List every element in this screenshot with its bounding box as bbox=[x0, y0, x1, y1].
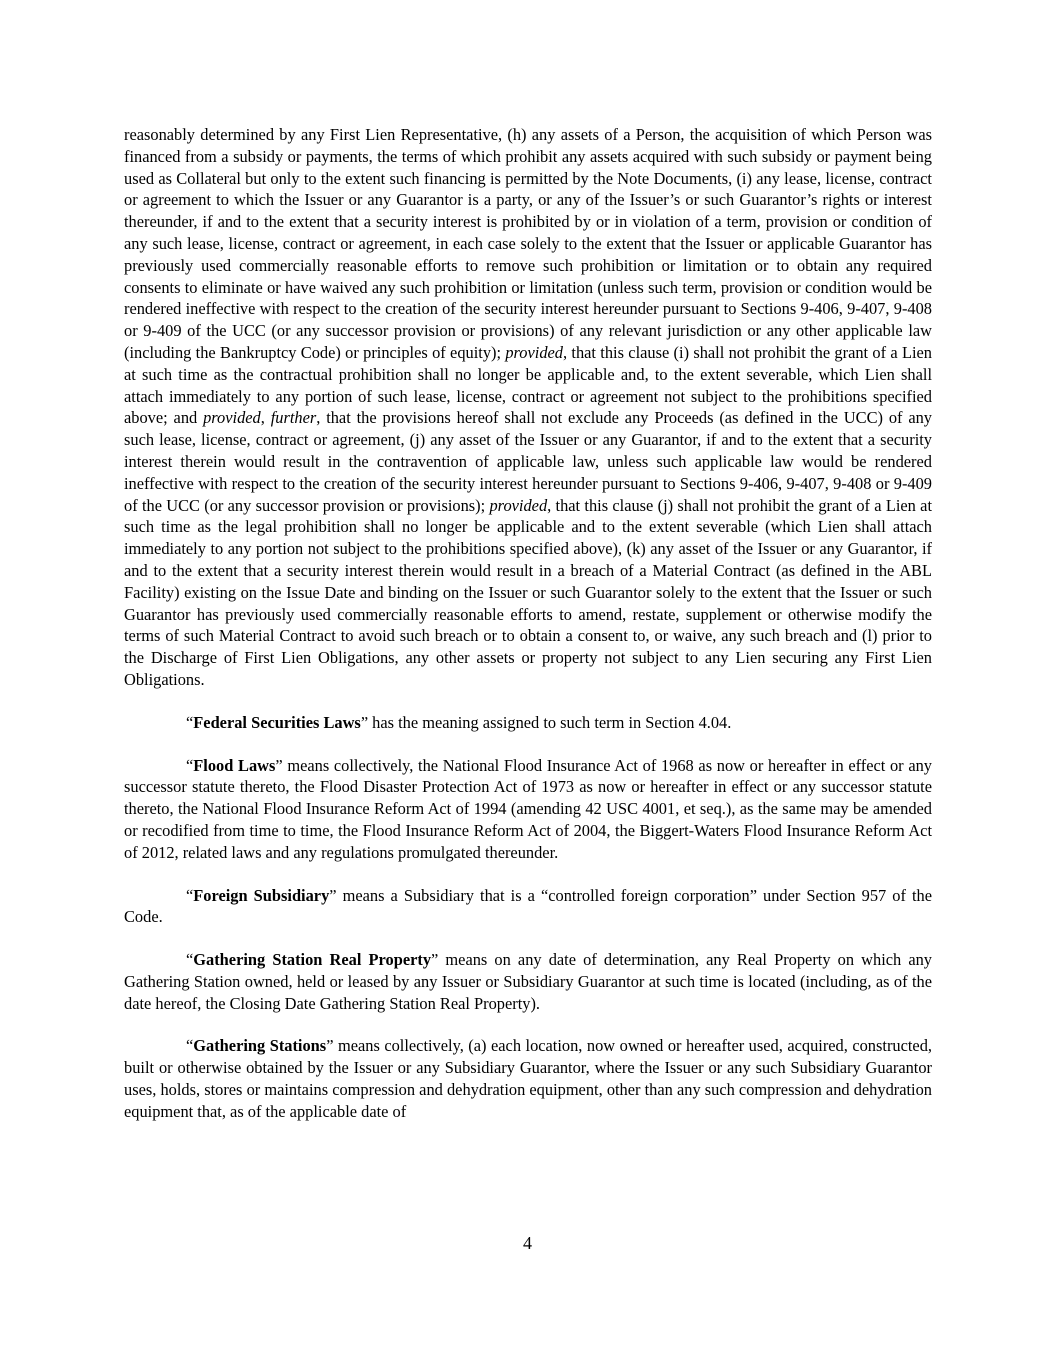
definition-gathering-stations bbox=[124, 1035, 932, 1122]
definition-text: ” means collectively, the National Flood Insurance Act of 1968 as now or hereafter in effect or any successor statute thereto, the Flood Disaster Protection Act of 1973 as now or hereafter in effect or any successor statute thereto, the National Flood Insurance Reform Act of 1994 (amending 42 USC 4001, et seq.), as the same may be amended or recodified from time to time, the Flood Insurance Reform Act of 2004, the Biggert-Waters Flood Insurance Reform Act of 2012, related laws and any regulations promulgated thereunder. bbox=[124, 755, 932, 862]
text-segment: , that this clause (i) shall not prohibit the grant of a Lien at such time as the contractual prohibition shall no longer be applicable and, to the extent severable, which Lien shall attach immediately to any portion of such lease, license, contract or agreement not subject to the prohibitions specified above; and bbox=[124, 342, 932, 428]
defined-term: Federal Securities Laws bbox=[193, 712, 361, 732]
open-quote: “ bbox=[186, 950, 194, 970]
definition-federal-securities-laws bbox=[124, 712, 932, 734]
defined-term: Foreign Subsidiary bbox=[193, 885, 330, 905]
defined-term: Flood Laws bbox=[193, 755, 276, 775]
text-segment: , that the provisions hereof shall not exclude any Proceeds (as defined in the UCC) of any such lease, license, contract or agreement, (j) any asset of the Issuer or any Guarantor, if and to the extent that a security interest therein would result in the contravention of applicable law, unless such applicable law would be rendered ineffective with respect to the creation of the security interest hereunder pursuant to Sections 9-406, 9-407, 9-408 or 9-409 of the UCC (or any successor provision or provisions); bbox=[124, 408, 932, 515]
italic-term: provided bbox=[203, 408, 261, 428]
text-segment: , that this clause (j) shall not prohibit the grant of a Lien at such time as the legal prohibition shall no longer be applicable and to the extent severable (which Lien shall attach immediately to any portion not subject to the prohibitions specified above), (k) any asset of the Issuer or any Guarantor, if and to the extent that a security interest therein would result in a breach of a Material Contract (as defined in the ABL Facility) existing on the Issue Date and binding on the Issuer or such Guarantor solely to the extent that the Issuer or such Guarantor has previously used commercially reasonable efforts to amend, restate, supplement or otherwise modify the terms of such Material Contract to avoid such breach or to obtain a consent to, or waive, any such breach and (l) prior to the Discharge of First Lien Obligations, any other assets or property not subject to any Lien securing any First Lien Obligations. bbox=[124, 495, 932, 689]
definition-text: ” means a Subsidiary that is a “controlled foreign corporation” under Section 957 of the Code. bbox=[124, 885, 932, 927]
italic-term: provided bbox=[489, 495, 548, 515]
open-quote: “ bbox=[186, 712, 194, 732]
definition-flood-laws bbox=[124, 755, 932, 864]
defined-term: Gathering Stations bbox=[193, 1036, 327, 1056]
page-body bbox=[124, 124, 932, 1144]
italic-term: further bbox=[270, 408, 317, 428]
definition-text: ” means collectively, (a) each location, now owned or hereafter used, acquired, constructed, built or otherwise obtained by the Issuer or any Subsidiary Guarantor, where the Issuer or any such Subsidiary Guarantor uses, holds, stores or maintains compression and dehydration equipment, other than any such compression and dehydration equipment that, as of the applicable date of bbox=[124, 1036, 932, 1121]
text-segment: reasonably determined by any First Lien Representative, (h) any assets of a Person, the acquisition of which Person was financed from a subsidy or payments, the terms of which prohibit any assets acquired with such subsidy or payment being used as Collateral but only to the extent such financing is permitted by the Note Documents, (i) any lease, license, contract or agreement to which the Issuer or any Guarantor is a party, or any of the Issuer’s or such Guarantor’s rights or interest thereunder, if and to the extent that a security interest is prohibited by or in violation of a term, provision or condition of any such lease, license, contract or agreement, in each case solely to the extent that the Issuer or applicable Guarantor has previously used commercially reasonable efforts to remove such prohibition or limitation or to obtain any required consents to eliminate or have waived any such prohibition or limitation (unless such term, provision or condition would be rendered ineffective with respect to the creation of the security interest hereunder pursuant to Sections 9-406, 9-407, 9-408 or 9-409 of the UCC (or any successor provision or provisions) of any relevant jurisdiction or any other applicable law (including the Bankruptcy Code) or principles of equity); bbox=[124, 125, 932, 362]
definition-gathering-station-real-property bbox=[124, 949, 932, 1014]
open-quote: “ bbox=[186, 885, 194, 905]
defined-term: Gathering Station Real Property bbox=[193, 950, 432, 970]
definition-text: ” has the meaning assigned to such term in Section 4.04. bbox=[360, 712, 732, 732]
text-segment: , bbox=[260, 408, 271, 428]
open-quote: “ bbox=[186, 755, 194, 775]
italic-term: provided bbox=[505, 342, 563, 362]
open-quote: “ bbox=[186, 1036, 194, 1056]
definition-text: ” means on any date of determination, any Real Property on which any Gathering Station owned, held or leased by any Issuer or Subsidiary Guarantor at such time is located (including, as of the date hereof, the Closing Date Gathering Station Real Property). bbox=[124, 950, 932, 1013]
paragraph-continuation bbox=[124, 124, 932, 691]
page-number: 4 bbox=[523, 1233, 532, 1253]
definition-foreign-subsidiary bbox=[124, 885, 932, 929]
